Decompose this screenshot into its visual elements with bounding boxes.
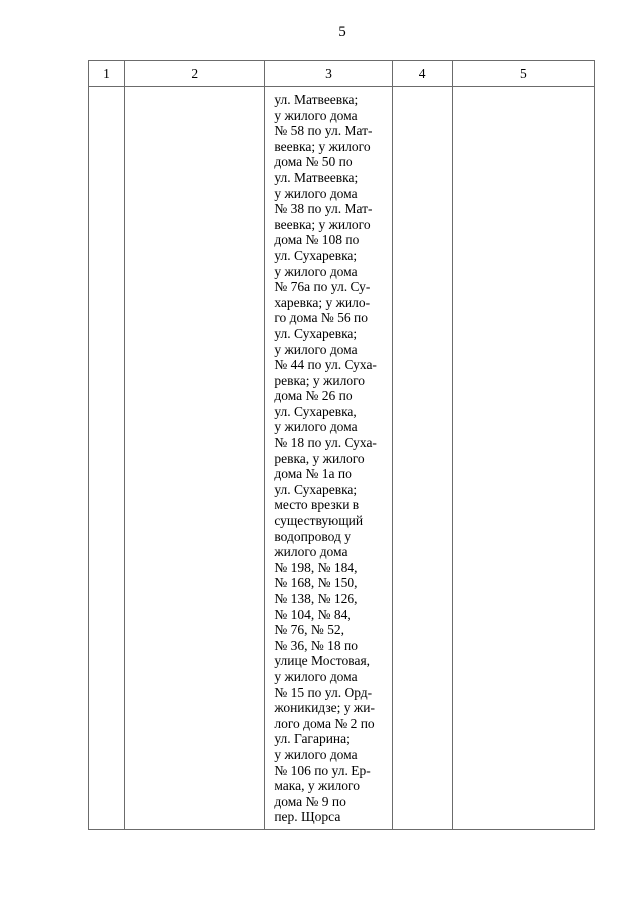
text-line: веевка; у жилого (274, 216, 371, 232)
cell-col-5 (452, 87, 594, 830)
text-line: у жилого дома (274, 668, 358, 684)
cell-col-1 (89, 87, 125, 830)
text-line: № 198, № 184, (274, 559, 358, 575)
location-description (265, 87, 391, 829)
text-line: улице Мостовая, (274, 653, 371, 669)
column-header-5: 5 (452, 61, 594, 87)
text-line: № 76, № 52, (274, 622, 344, 638)
text-line: место врезки в (274, 497, 360, 513)
text-line: пер. Щорса (274, 809, 341, 825)
text-line: № 58 по ул. Мат- (274, 123, 373, 139)
text-line: № 18 по ул. Суха- (274, 435, 377, 451)
column-header-3: 3 (265, 61, 392, 87)
text-line: дома № 26 по (274, 388, 353, 404)
text-line: лого дома № 2 по (274, 715, 375, 731)
text-line: ул. Гагарина; (274, 731, 350, 747)
text-line: существующий (274, 513, 364, 529)
column-header-1: 1 (89, 61, 125, 87)
text-line: дома № 9 по (274, 793, 346, 809)
text-line: № 15 по ул. Орд- (274, 684, 373, 700)
text-line: № 138, № 126, (274, 591, 358, 606)
column-header-4: 4 (392, 61, 452, 87)
text-line: жилого дома (274, 544, 348, 560)
text-line: дома № 108 по (274, 232, 360, 248)
text-line: ул. Сухаревка; (274, 247, 358, 263)
page-number: 5 (338, 24, 346, 40)
text-line: ул. Сухаревка; (274, 325, 358, 341)
text-line: № 104, № 84, (274, 606, 351, 622)
text-line: ул. Матвеевка; (274, 92, 359, 107)
text-line: у жилого дома (274, 263, 358, 279)
text-line: у жилого дома (274, 185, 358, 201)
cell-col-3 (265, 87, 392, 830)
text-line: у жилого дома (274, 419, 358, 435)
table-row (89, 87, 595, 830)
text-line: мака, у жилого (274, 778, 360, 794)
text-line: у жилого дома (274, 107, 358, 123)
text-line: дома № 50 по (274, 154, 353, 170)
text-line: дома № 1а по (274, 466, 352, 482)
text-line: № 168, № 150, (274, 575, 358, 591)
text-line: № 76а по ул. Су- (274, 279, 371, 295)
text-line: харевка; у жило- (274, 294, 371, 310)
text-line: жоникидзе; у жи- (274, 700, 375, 716)
cell-col-2 (125, 87, 265, 830)
text-line: ул. Сухаревка, (274, 403, 357, 419)
text-line: веевка; у жилого (274, 138, 371, 154)
text-line: ул. Сухаревка; (274, 481, 358, 497)
text-line: № 38 по ул. Мат- (274, 201, 373, 217)
text-line: № 44 по ул. Суха- (274, 357, 377, 373)
text-line: водопровод у (274, 528, 351, 544)
text-line: № 106 по ул. Ер- (274, 762, 371, 778)
text-line: ул. Матвеевка; (274, 169, 359, 185)
document-table (88, 60, 595, 830)
column-header-2: 2 (125, 61, 265, 87)
text-line: у жилого дома (274, 746, 358, 762)
table-header-row (89, 61, 595, 87)
text-line: ревка, у жилого (274, 450, 365, 466)
text-line: № 36, № 18 по (274, 637, 358, 653)
cell-col-4 (392, 87, 452, 830)
text-line: у жилого дома (274, 341, 358, 357)
text-line: го дома № 56 по (274, 310, 368, 326)
text-line: ревка; у жилого (274, 372, 366, 388)
